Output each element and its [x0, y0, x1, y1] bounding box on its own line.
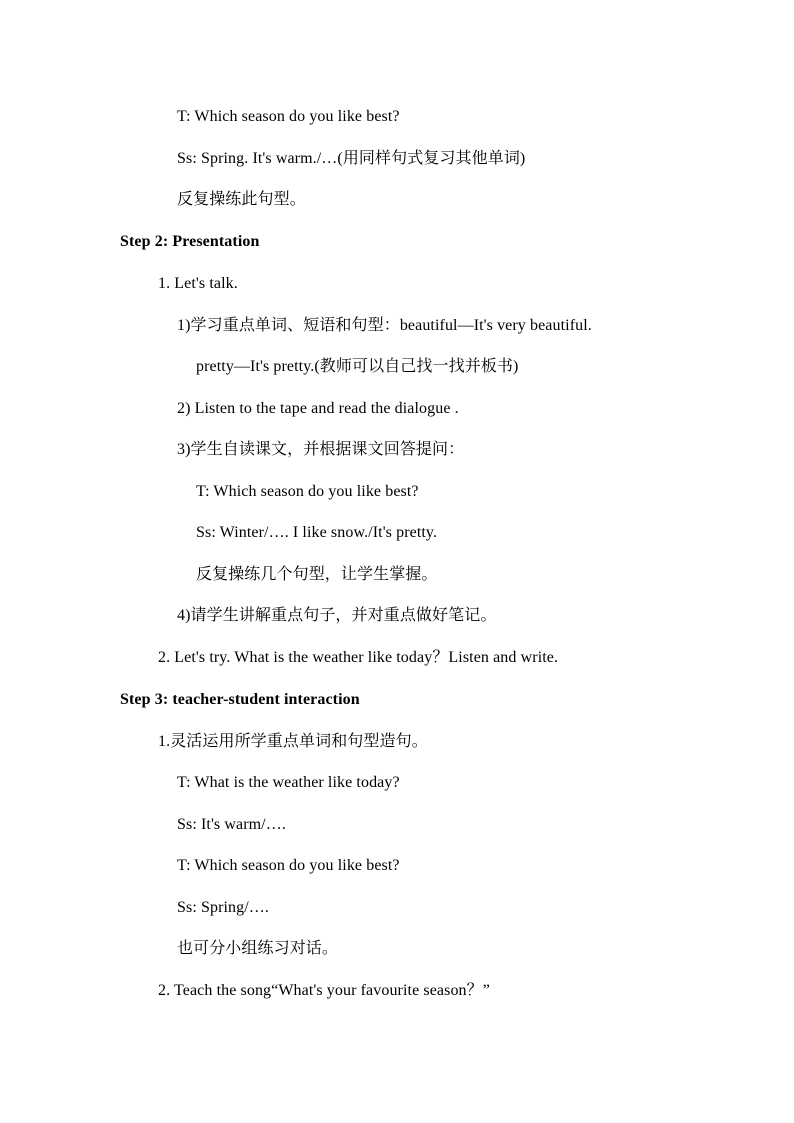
dialogue-line: Ss: Spring. It's warm./…(用同样句式复习其他单词) [177, 150, 526, 167]
dialogue-line: Ss: Winter/…. I like snow./It's pretty. [196, 524, 438, 541]
numbered-item: 2. Let's try. What is the weather like today？Listen and write. [158, 649, 559, 666]
section-heading: Step 2: Presentation [120, 233, 260, 250]
sub-item: 4)请学生讲解重点句子，并对重点做好笔记。 [177, 607, 497, 624]
dialogue-line: Ss: It's warm/…. [177, 816, 286, 833]
instruction-line: 反复操练几个句型，让学生掌握。 [196, 566, 438, 583]
sub-item: 2) Listen to the tape and read the dialogue . [177, 400, 459, 417]
numbered-item: 1. Let's talk. [158, 275, 238, 292]
dialogue-line: T: Which season do you like best? [177, 857, 400, 874]
dialogue-line: T: What is the weather like today? [177, 774, 400, 791]
numbered-item: 2. Teach the song“What's your favourite season？” [158, 982, 490, 999]
dialogue-line: Ss: Spring/…. [177, 899, 269, 916]
dialogue-line: T: Which season do you like best? [196, 483, 419, 500]
sub-item-continuation: pretty—It's pretty.(教师可以自己找一找并板书) [196, 358, 519, 375]
section-heading: Step 3: teacher-student interaction [120, 691, 360, 708]
instruction-line: 也可分小组练习对话。 [177, 940, 339, 957]
sub-item: 1)学习重点单词、短语和句型：beautiful—It's very beautiful. [177, 317, 592, 334]
sub-item: 3)学生自读课文，并根据课文回答提问： [177, 441, 465, 458]
numbered-item: 1.灵活运用所学重点单词和句型造句。 [158, 733, 428, 750]
dialogue-line: T: Which season do you like best? [177, 108, 400, 125]
instruction-line: 反复操练此句型。 [177, 191, 306, 208]
